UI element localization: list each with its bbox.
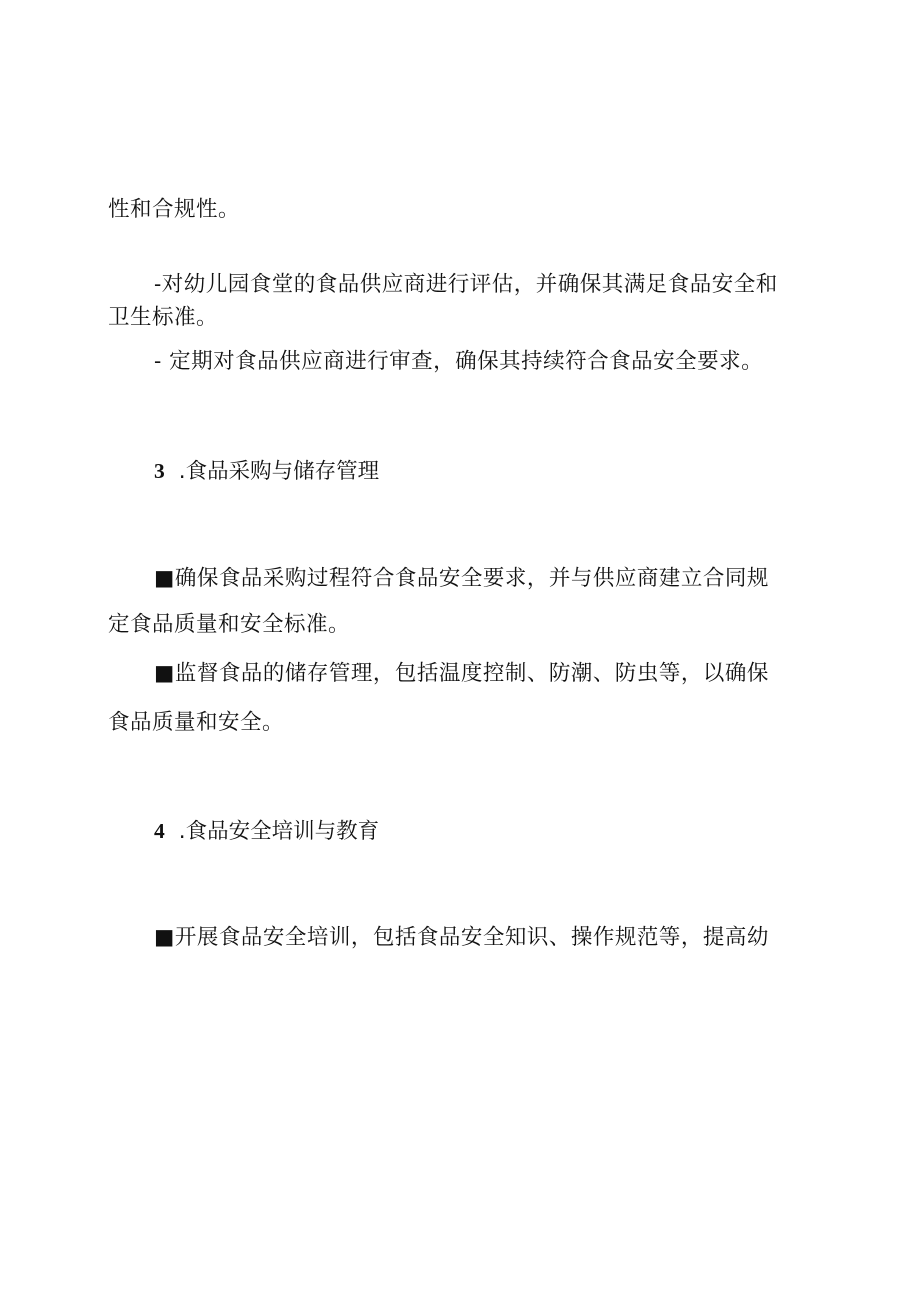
list-item-line: ■确保食品采购过程符合食品安全要求，并与供应商建立合同规 bbox=[154, 566, 769, 591]
paragraph-line: - 定期对食品供应商进行审查，确保其持续符合食品安全要求。 bbox=[154, 349, 764, 374]
section-title: .食品采购与储存管理 bbox=[178, 459, 380, 484]
section-heading bbox=[154, 817, 379, 846]
section-heading bbox=[154, 457, 379, 486]
paragraph-line: 性和合规性。 bbox=[108, 197, 241, 222]
section-title: .食品安全培训与教育 bbox=[178, 819, 380, 844]
paragraph-line: -对幼儿园食堂的食品供应商进行评估，并确保其满足食品安全和 bbox=[154, 272, 778, 297]
paragraph-line: 卫生标准。 bbox=[108, 305, 219, 330]
list-item-line: ■开展食品安全培训，包括食品安全知识、操作规范等，提高幼 bbox=[154, 925, 769, 950]
list-item-line: 食品质量和安全。 bbox=[108, 710, 285, 735]
section-number: 3 bbox=[154, 459, 165, 483]
list-item-line: ■监督食品的储存管理，包括温度控制、防潮、防虫等，以确保 bbox=[154, 661, 769, 686]
list-item-line: 定食品质量和安全标准。 bbox=[108, 612, 351, 637]
section-number: 4 bbox=[154, 819, 165, 843]
